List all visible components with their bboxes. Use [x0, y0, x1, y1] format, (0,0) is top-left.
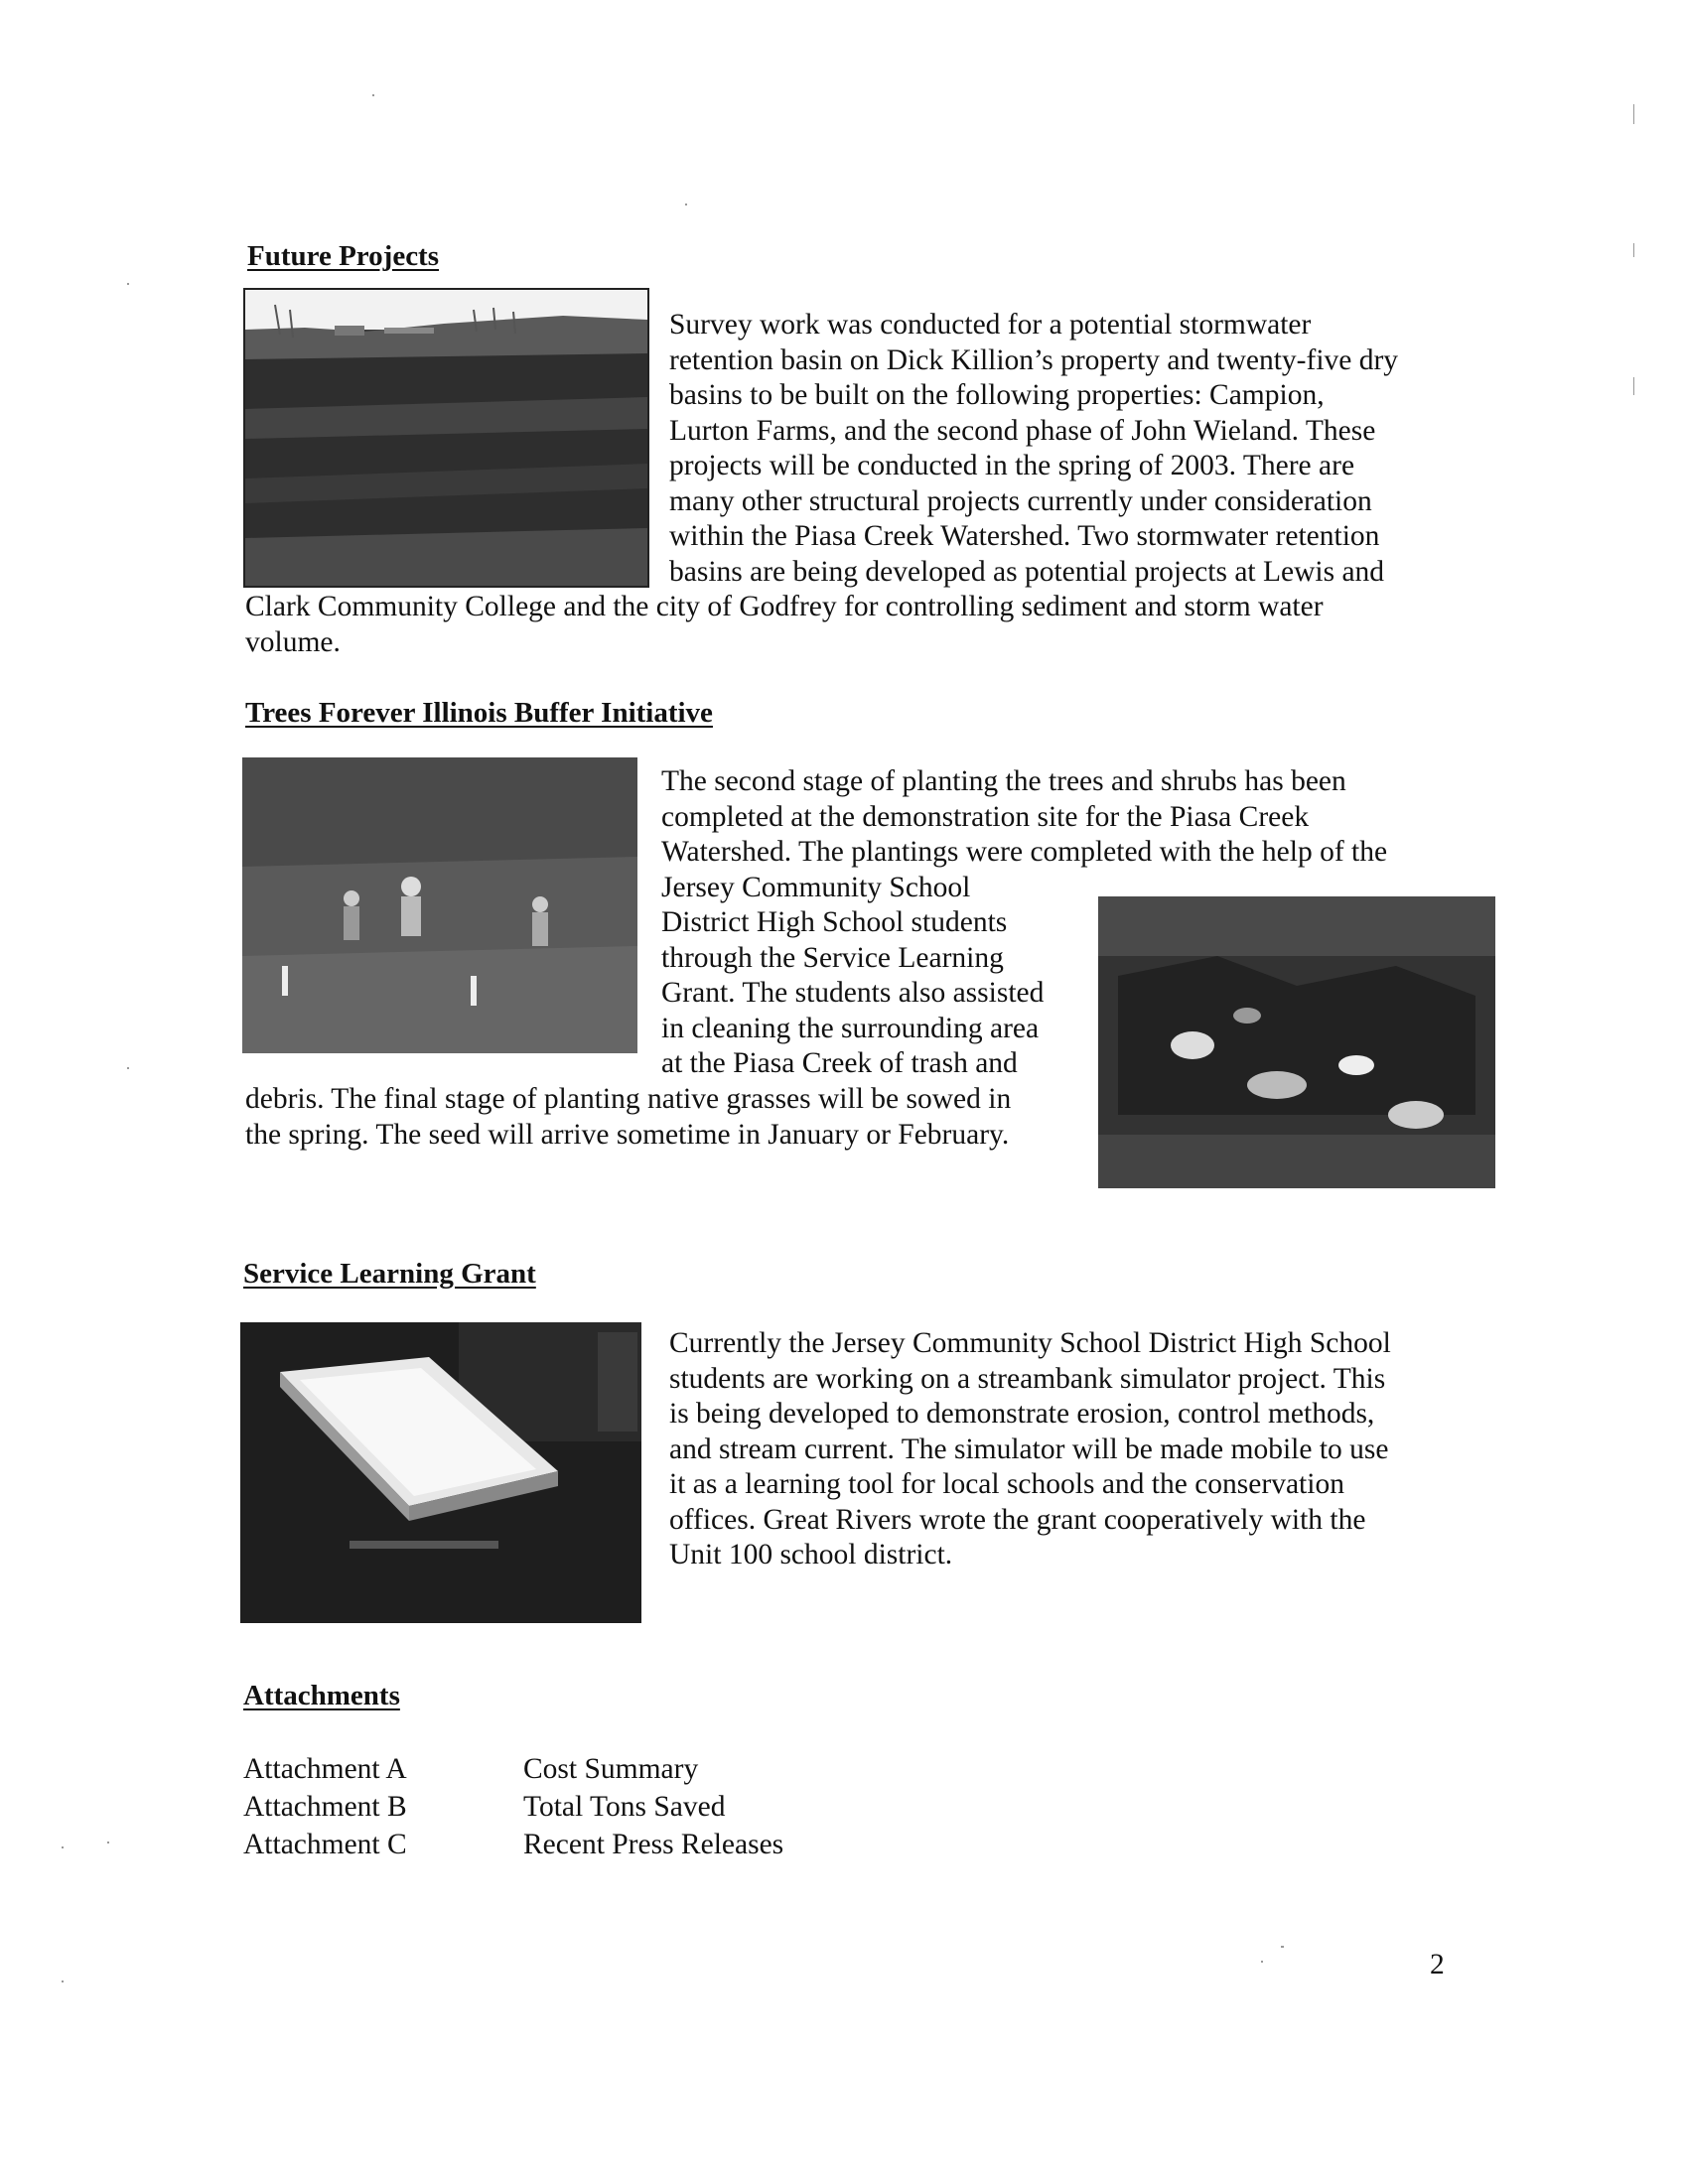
- future-line-6: many other structural projects currently under consideration: [669, 484, 1372, 517]
- scan-speck: [1633, 377, 1634, 395]
- attachment-description: Cost Summary: [523, 1753, 699, 1785]
- future-projects-text-cont: [245, 590, 1324, 660]
- future-line-3: basins to be built on the following properties: Campion,: [669, 379, 1325, 411]
- streambank-simulator-photo: [240, 1322, 641, 1623]
- trees-line-10: debris. The final stage of planting native grasses will be sowed in: [245, 1083, 1012, 1115]
- attachments-list: [243, 1750, 783, 1863]
- future-line-7: within the Piasa Creek Watershed. Two stormwater retention: [669, 520, 1380, 552]
- scan-speck: [1633, 104, 1634, 124]
- trees-line-3: Watershed. The plantings were completed with the help of the: [661, 836, 1388, 868]
- trees-line-5: District High School students: [661, 906, 1008, 938]
- attachment-row: [243, 1788, 783, 1826]
- attachment-description: Recent Press Releases: [523, 1829, 784, 1860]
- future-line-2: retention basin on Dick Killion’s property and twenty-five dry: [669, 343, 1399, 376]
- service-line-6: offices. Great Rivers wrote the grant cooperatively with the: [669, 1503, 1366, 1536]
- scan-speck: [1281, 1946, 1284, 1948]
- scan-speck: [107, 1842, 109, 1843]
- trees-line-1: The second stage of planting the trees and shrubs has been: [661, 765, 1346, 797]
- attachment-description: Total Tons Saved: [523, 1791, 726, 1823]
- attachment-row: [243, 1750, 783, 1788]
- service-learning-text: [669, 1326, 1391, 1573]
- trees-line-4: Jersey Community School: [661, 871, 971, 903]
- scan-speck: [1261, 1961, 1263, 1963]
- service-learning-heading: Service Learning Grant: [243, 1258, 536, 1290]
- scan-speck: [62, 1980, 64, 1982]
- attachment-name: Attachment B: [243, 1791, 407, 1823]
- future-line-4: Lurton Farms, and the second phase of John Wieland. These: [669, 414, 1376, 447]
- service-line-1: Currently the Jersey Community School District High School: [669, 1327, 1391, 1359]
- trees-forever-heading: Trees Forever Illinois Buffer Initiative: [245, 697, 713, 729]
- trees-line-9: at the Piasa Creek of trash and: [661, 1047, 1018, 1079]
- future-line-9: Clark Community College and the city of Godfrey for controlling sediment and storm water: [245, 591, 1324, 622]
- trees-forever-text-cont: [245, 1082, 1011, 1153]
- service-line-7: Unit 100 school district.: [669, 1539, 953, 1570]
- scan-speck: [127, 1067, 129, 1069]
- future-line-1: Survey work was conducted for a potential stormwater: [669, 309, 1312, 341]
- farm-field-photo: [243, 288, 649, 588]
- scan-speck: [1633, 243, 1634, 257]
- trash-debris-photo: [1098, 896, 1495, 1188]
- attachment-name: Attachment C: [243, 1829, 407, 1860]
- future-line-8: basins are being developed as potential projects at Lewis and: [669, 555, 1385, 588]
- attachment-name: Attachment A: [243, 1753, 407, 1785]
- future-projects-heading: Future Projects: [247, 240, 440, 272]
- attachments-heading: Attachments: [243, 1680, 400, 1711]
- service-line-4: and stream current. The simulator will be made mobile to use: [669, 1433, 1389, 1465]
- trees-line-11: the spring. The seed will arrive sometime in January or February.: [245, 1118, 1010, 1151]
- service-line-3: is being developed to demonstrate erosion, control methods,: [669, 1398, 1375, 1430]
- scan-speck: [372, 94, 374, 96]
- scan-speck: [62, 1846, 64, 1848]
- attachment-row: [243, 1826, 783, 1863]
- trees-line-6: through the Service Learning: [661, 941, 1004, 974]
- trees-line-8: in cleaning the surrounding area: [661, 1012, 1040, 1044]
- service-line-5: it as a learning tool for local schools and the conservation: [669, 1468, 1344, 1500]
- service-line-2: students are working on a streambank simulator project. This: [669, 1362, 1386, 1395]
- trees-line-7: Grant. The students also assisted: [661, 977, 1045, 1009]
- trees-line-2: completed at the demonstration site for the Piasa Creek: [661, 800, 1310, 833]
- future-projects-text: [669, 308, 1398, 590]
- future-line-10: volume.: [245, 625, 341, 658]
- page-number: 2: [1430, 1949, 1445, 1980]
- scan-speck: [685, 204, 687, 205]
- scan-speck: [127, 283, 129, 285]
- future-line-5: projects will be conducted in the spring of 2003. There are: [669, 450, 1355, 481]
- students-planting-photo: [242, 757, 637, 1053]
